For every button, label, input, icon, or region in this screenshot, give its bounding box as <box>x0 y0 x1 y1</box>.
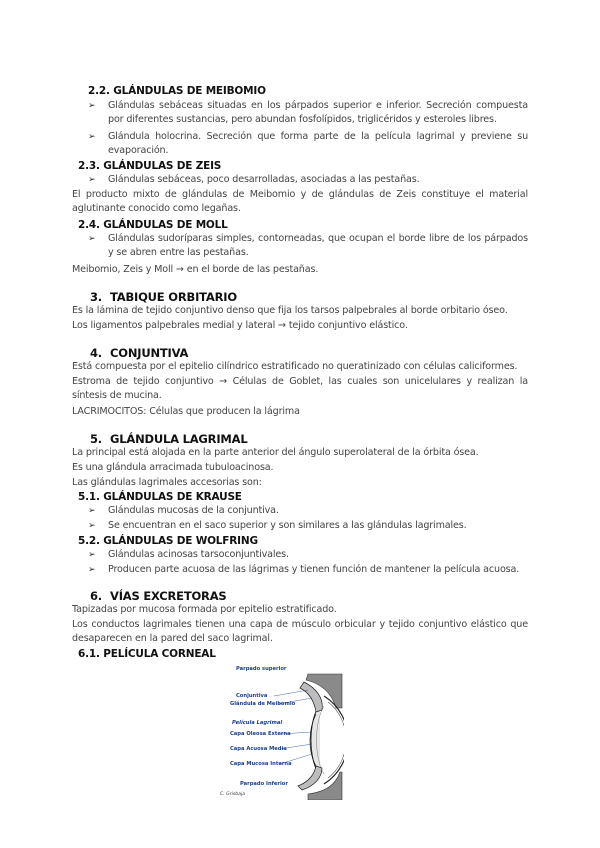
figure-label-upper-eyelid: Parpado superior <box>236 666 287 672</box>
paragraph: Tapizadas por mucosa formada por epitelio estratificado. <box>72 604 337 615</box>
eye-cross-section-illustration <box>228 660 344 800</box>
bullet-arrow-icon: ➢ <box>88 234 96 244</box>
bullet-arrow-icon: ➢ <box>88 550 96 560</box>
section-heading-3: 3. TABIQUE ORBITARIO <box>90 290 237 304</box>
paragraph: El producto mixto de glándulas de Meibomio y de glándulas de Zeis constituye el material aglutinante conocido como legañas. <box>72 189 528 214</box>
paragraph: Es la lámina de tejido conjuntivo denso que fija los tarsos palpebrales al borde orbitario óseo. <box>72 305 508 316</box>
bullet-arrow-icon: ➢ <box>88 506 96 516</box>
figure-label-conjunctiva: Conjuntiva <box>236 693 268 699</box>
section-heading-2-4: 2.4. GLÁNDULAS DE MOLL <box>78 219 228 231</box>
bullet-arrow-icon: ➢ <box>88 101 96 111</box>
section-heading-6-1: 6.1. PELÍCULA CORNEAL <box>78 648 216 660</box>
figure-label-oily-layer: Capa Oleosa Externa <box>230 731 291 737</box>
paragraph: Estroma de tejido conjuntivo → Células de Goblet, las cuales son unicelulares y realizan la síntesis de mucina. <box>72 376 528 401</box>
bullet-item: ➢ Glándulas acinosas tarsoconjuntivales. <box>88 549 289 560</box>
paragraph: Los conductos lagrimales tienen una capa de músculo orbicular y tejido conjuntivo elástico que desaparecen en la pared del saco lagrimal. <box>72 619 528 644</box>
section-heading-5-1: 5.1. GLÁNDULAS DE KRAUSE <box>78 491 242 503</box>
figure-label-tear-film: Película Lagrimal <box>232 720 283 726</box>
bullet-item: ➢ Glándula holocrina. Secreción que forma parte de la película lagrimal y previene su evaporación. <box>88 131 528 156</box>
bullet-item: ➢ Glándulas sebáceas situadas en los párpados superior e inferior. Secreción compuesta por diferentes sustancias, pero abundan fosfolípidos, triglicéridos y esteroles libres. <box>88 100 528 125</box>
bullet-item: ➢ Glándulas mucosas de la conjuntiva. <box>88 505 279 516</box>
section-heading-5: 5. GLÁNDULA LAGRIMAL <box>90 432 248 446</box>
bullet-arrow-icon: ➢ <box>88 565 96 575</box>
paragraph: LACRIMOCITOS: Células que producen la lágrima <box>72 406 300 417</box>
figure-label-aqueous-layer: Capa Acuosa Media <box>230 746 287 752</box>
bullet-item: ➢ Glándulas sebáceas, poco desarrolladas, asociadas a las pestañas. <box>88 174 420 185</box>
paragraph: Las glándulas lagrimales accesorias son: <box>72 477 262 488</box>
figure-label-mucous-layer: Capa Mucosa Interna <box>230 761 292 767</box>
paragraph: Es una glándula arracimada tubuloacinosa. <box>72 462 274 473</box>
paragraph: La principal está alojada en la parte anterior del ángulo superolateral de la órbita ósea. <box>72 447 479 458</box>
bullet-item: ➢ Glándulas sudoríparas simples, contorneadas, que ocupan el borde libre de los párpados y se abren entre las pestañas. <box>88 233 528 258</box>
figure-label-meibomian-gland: Glándula de Meibomio <box>230 701 296 707</box>
section-heading-2-3: 2.3. GLÁNDULAS DE ZEIS <box>78 160 222 172</box>
tear-film-figure <box>220 660 344 800</box>
section-heading-6: 6. VÍAS EXCRETORAS <box>90 589 227 603</box>
paragraph: Los ligamentos palpebrales medial y lateral → tejido conjuntivo elástico. <box>72 320 408 331</box>
figure-label-lower-eyelid: Parpado Inferior <box>240 781 288 787</box>
bullet-item: ➢ Producen parte acuosa de las lágrimas y tienen función de mantener la película acuosa. <box>88 564 520 575</box>
bullet-arrow-icon: ➢ <box>88 521 96 531</box>
section-heading-5-2: 5.2. GLÁNDULAS DE WOLFRING <box>78 535 258 547</box>
bullet-arrow-icon: ➢ <box>88 132 96 142</box>
figure-credit: C. Grisbaja <box>220 792 246 797</box>
section-heading-4: 4. CONJUNTIVA <box>90 346 189 360</box>
bullet-item: ➢ Se encuentran en el saco superior y son similares a las glándulas lagrimales. <box>88 520 467 531</box>
bullet-arrow-icon: ➢ <box>88 175 96 185</box>
paragraph: Está compuesta por el epitelio cilíndrico estratificado no queratinizado con células caliciformes. <box>72 361 518 372</box>
paragraph: Meibomio, Zeis y Moll → en el borde de las pestañas. <box>72 264 319 275</box>
section-heading-2-2: 2.2. GLÁNDULAS DE MEIBOMIO <box>88 85 266 97</box>
